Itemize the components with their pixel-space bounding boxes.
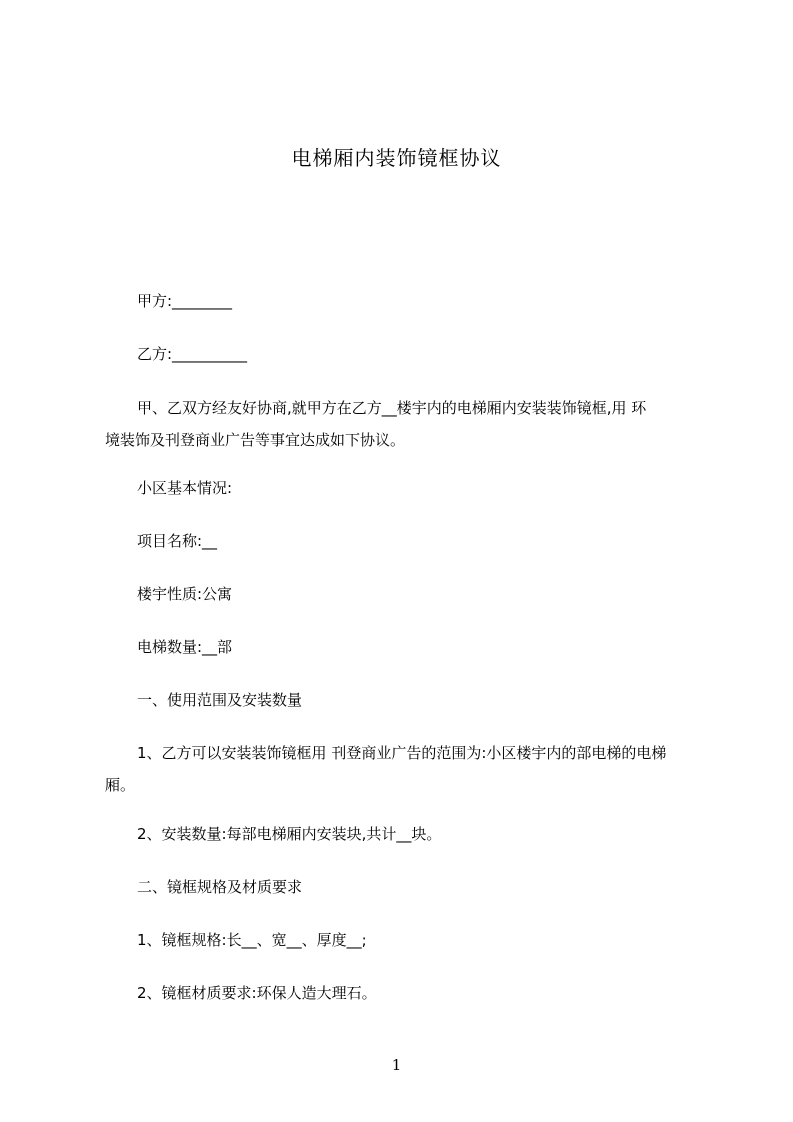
section-2-heading: 二、镜框规格及材质要求 <box>137 878 303 896</box>
section-1-item-1 <box>105 737 712 801</box>
section-1-item-2: 2、安装数量:每部电梯厢内安装块,共计__块。 <box>137 825 442 843</box>
intro-line-2: 境装饰及刊登商业广告等事宜达成如下协议。 <box>105 431 406 449</box>
community-heading: 小区基本情况: <box>137 479 233 497</box>
document-title: 电梯厢内装饰镜框协议 <box>291 146 502 170</box>
section-1-item-1-line-1: 1、乙方可以安装装饰镜框用 刊登商业广告的范围为:小区楼宇内的部电梯的电梯 <box>137 744 667 762</box>
elevator-count-line: 电梯数量:__部 <box>137 638 233 656</box>
project-name-line: 项目名称:__ <box>137 532 218 550</box>
intro-line-1: 甲、乙双方经友好协商,就甲方在乙方__楼宇内的电梯厢内安装装饰镜框,用 环 <box>137 399 647 417</box>
party-b-line: 乙方:__________ <box>137 345 248 363</box>
section-2-item-1: 1、镜框规格:长__、宽__、厚度__; <box>137 931 367 949</box>
section-2-item-2: 2、镜框材质要求:环保人造大理石。 <box>137 984 377 1002</box>
building-type-line: 楼宇性质:公寓 <box>137 585 233 603</box>
party-a-line: 甲方:________ <box>137 292 233 310</box>
section-1-item-1-line-2: 厢。 <box>105 776 136 794</box>
section-1-heading: 一、使用范围及安装数量 <box>137 691 303 709</box>
page-number: 1 <box>391 1056 402 1074</box>
intro-paragraph <box>105 392 712 456</box>
